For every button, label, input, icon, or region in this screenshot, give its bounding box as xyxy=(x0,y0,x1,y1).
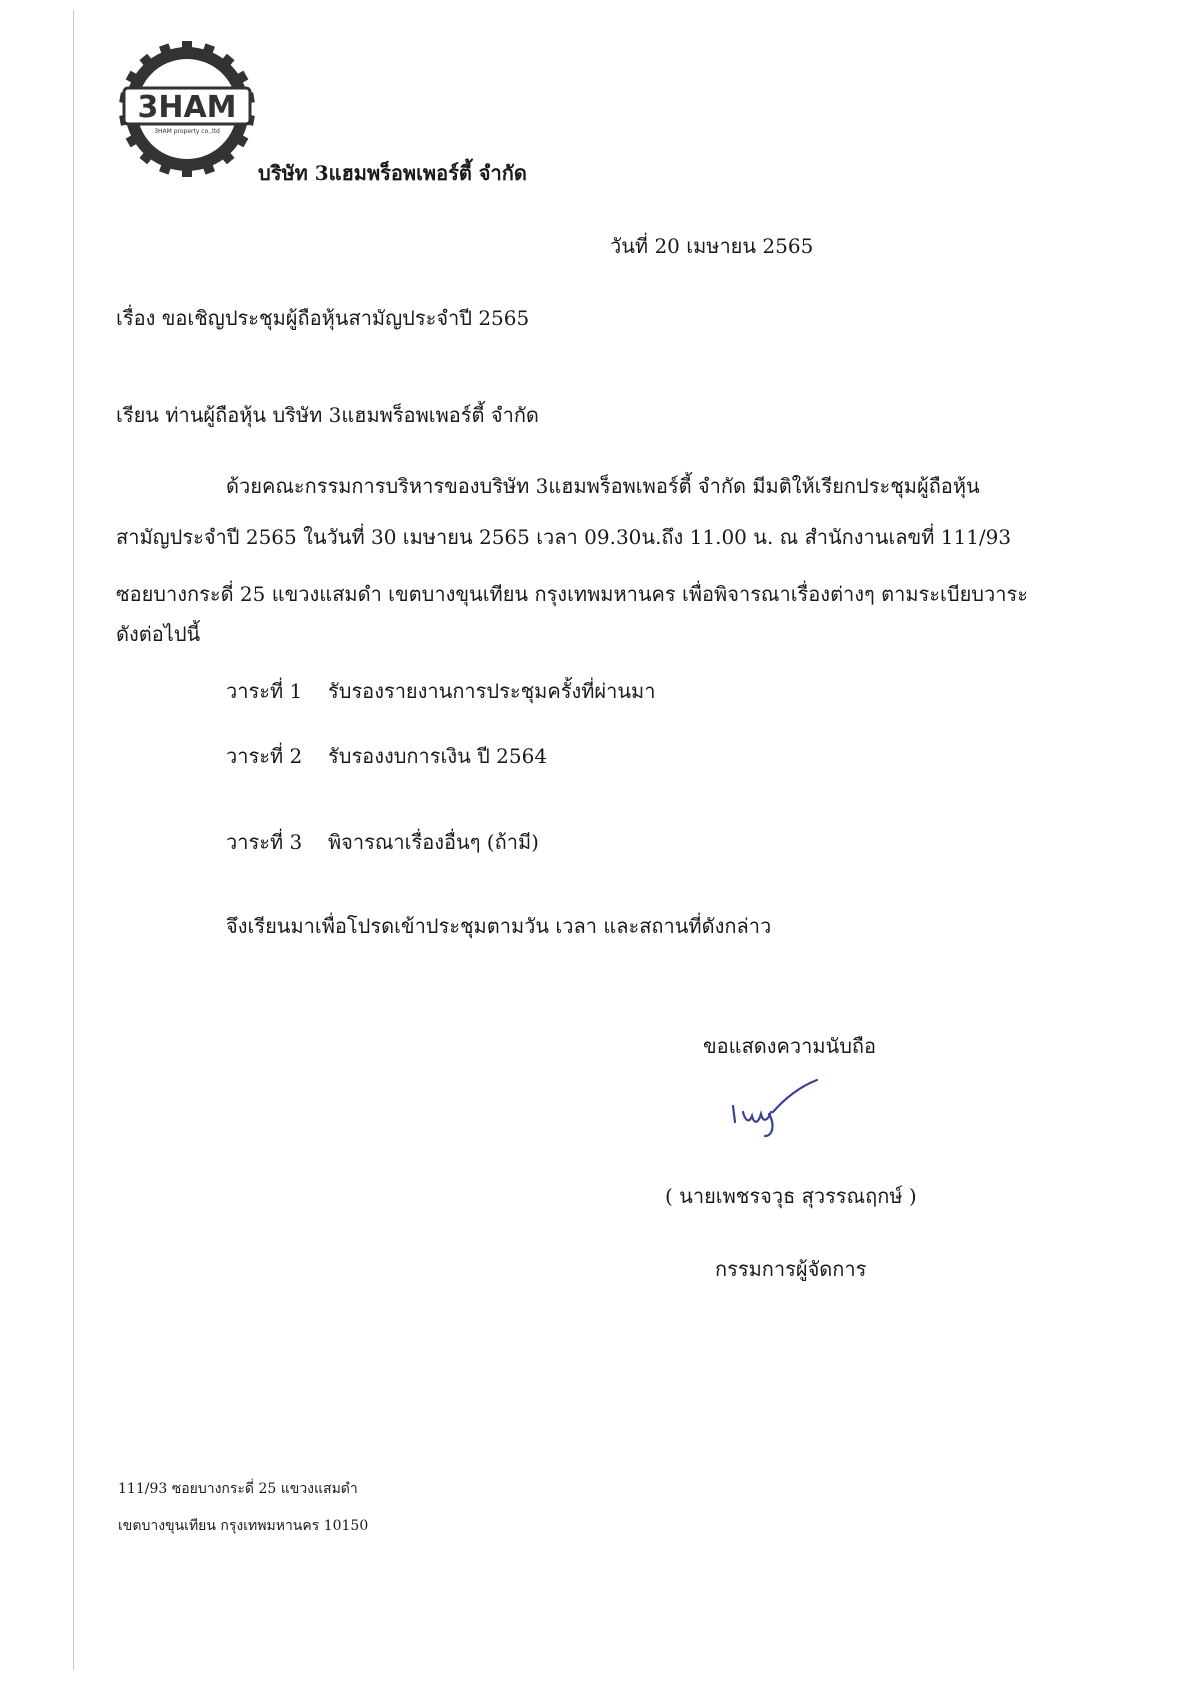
body-line-4: ดังต่อไปนี้ xyxy=(116,622,201,646)
closing-sentence: จึงเรียนมาเพื่อโปรดเข้าประชุมตามวัน เวลา และสถานที่ดังกล่าว xyxy=(226,914,772,938)
agenda-item-1 xyxy=(226,675,655,707)
letter-recipient: เรียน ท่านผู้ถือหุ้น บริษัท 3แฮมพร็อพเพอร์ตี้ จำกัด xyxy=(116,403,539,427)
agenda-text: รับรองรายงานการประชุมครั้งที่ผ่านมา xyxy=(328,679,656,703)
body-line-3: ซอยบางกระดี่ 25 แขวงแสมดำ เขตบางขุนเทียน กรุงเทพมหานคร เพื่อพิจารณาเรื่องต่างๆ ตามระเบียบวาระ xyxy=(116,582,1028,606)
regards: ขอแสดงความนับถือ xyxy=(703,1034,877,1058)
body-line-2: สามัญประจำปี 2565 ในวันที่ 30 เมษายน 2565 เวลา 09.30น.ถึง 11.00 น. ณ สำนักงานเลขที่ 111/93 xyxy=(116,525,1012,549)
company-logo xyxy=(116,38,258,180)
logo-subtext: 3HAM property co.,ltd xyxy=(154,128,220,135)
body-line-1: ด้วยคณะกรรมการบริหารของบริษัท 3แฮมพร็อพเพอร์ตี้ จำกัด มีมติให้เรียกประชุมผู้ถือหุ้น xyxy=(226,474,980,498)
company-name: บริษัท 3แฮมพร็อพเพอร์ตี้ จำกัด xyxy=(258,161,527,185)
letter-subject: เรื่อง ขอเชิญประชุมผู้ถือหุ้นสามัญประจำปี 2565 xyxy=(116,306,530,330)
signer-name: ( นายเพชรจวุธ สุวรรณฤกษ์ ) xyxy=(665,1184,917,1208)
agenda-number: วาระที่ 2 xyxy=(226,744,303,768)
logo-text: 3HAM xyxy=(137,90,237,125)
agenda-item-2 xyxy=(226,740,547,772)
footer-address-line-2: เขตบางขุนเทียน กรุงเทพมหานคร 10150 xyxy=(118,1518,369,1534)
letter-date: วันที่ 20 เมษายน 2565 xyxy=(610,234,814,258)
agenda-number: วาระที่ 1 xyxy=(226,679,303,703)
footer-address-line-1: 111/93 ซอยบางกระดี่ 25 แขวงแสมดำ xyxy=(118,1481,358,1497)
agenda-item-3 xyxy=(226,826,539,858)
agenda-number: วาระที่ 3 xyxy=(226,830,303,854)
agenda-text: พิจารณาเรื่องอื่นๆ (ถ้ามี) xyxy=(328,830,539,854)
agenda-text: รับรองงบการเงิน ปี 2564 xyxy=(328,744,548,768)
signer-position: กรรมการผู้จัดการ xyxy=(715,1257,867,1281)
page-margin-line xyxy=(73,10,74,1670)
signature xyxy=(725,1078,825,1138)
